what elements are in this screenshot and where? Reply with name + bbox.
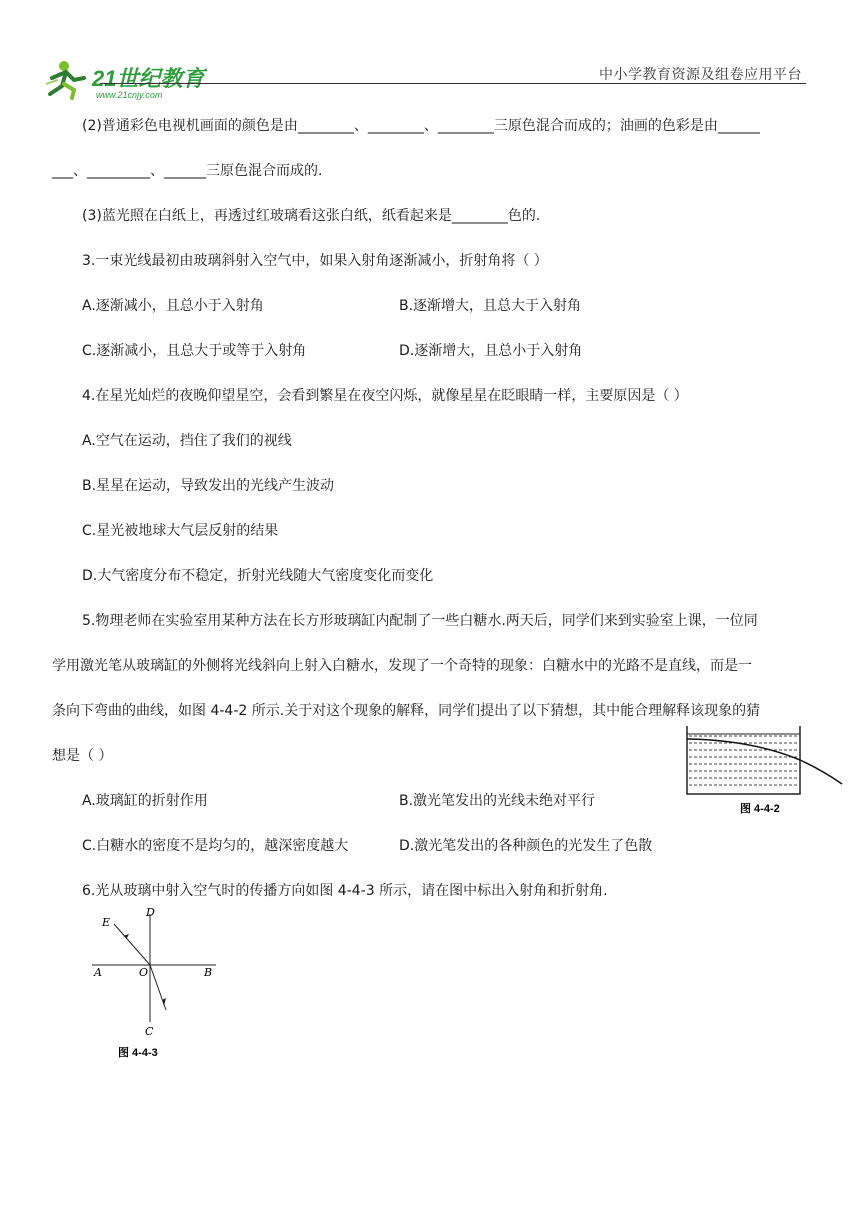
q4-option-c: C.星光被地球大气层反射的结果	[82, 523, 279, 539]
figure-4-4-2	[682, 722, 846, 818]
platform-name: 中小学教育资源及组卷应用平台	[599, 67, 802, 83]
label-a: A	[94, 966, 102, 979]
q5-stem-line2: 学用激光笔从玻璃缸的外侧将光线斜向上射入白糖水，发现了一个奇特的现象：白糖水中的光路不是直线，而是一	[52, 658, 752, 674]
label-o: O	[139, 966, 149, 979]
figure-4-4-2-caption: 图 4-4-2	[740, 803, 780, 815]
label-d: D	[146, 906, 155, 919]
logo-url: www.21cnjy.com	[96, 90, 163, 100]
q3-option-a: A.逐渐减小，且总小于入射角	[82, 298, 264, 314]
page-header	[0, 0, 860, 110]
label-b: B	[204, 966, 213, 979]
runner-icon	[46, 61, 84, 98]
figure-4-4-3	[88, 906, 218, 1062]
logo-text: 21世纪教育	[92, 66, 205, 91]
q3-option-c: C.逐渐减小，且总大于或等于入射角	[82, 343, 307, 359]
q2-part2-line1: (2)普通彩色电视机画面的颜色是由________、________、________三原色混合而成的；油画的色彩是由______	[82, 118, 760, 134]
q2-part3: (3)蓝光照在白纸上，再透过红玻璃看这张白纸，纸看起来是________色的.	[82, 208, 541, 224]
q5-option-a: A.玻璃缸的折射作用	[82, 793, 208, 809]
q4-option-a: A.空气在运动，挡住了我们的视线	[82, 433, 292, 449]
incident-ray-eo	[114, 924, 150, 965]
label-c: C	[145, 1025, 154, 1038]
logo-21cnjy	[44, 56, 214, 102]
q5-option-c: C.白糖水的密度不是均匀的，越深密度越大	[82, 838, 349, 854]
q4-option-d: D.大气密度分布不稳定，折射光线随大气密度变化而变化	[82, 568, 434, 584]
q5-stem-line4: 想是（ ）	[52, 748, 113, 764]
q2-part2-line2: ___、_________、______三原色混合而成的.	[52, 163, 323, 179]
q5-option-d: D.激光笔发出的各种颜色的光发生了色散	[399, 838, 653, 854]
q4-option-b: B.星星在运动，导致发出的光线产生波动	[82, 478, 335, 494]
label-e: E	[102, 916, 111, 929]
figure-4-4-3-caption: 图 4-4-3	[118, 1047, 158, 1059]
q5-stem-line1: 5.物理老师在实验室用某种方法在长方形玻璃缸内配制了一些白糖水.两天后，同学们来到实验室上课，一位同	[82, 613, 758, 629]
tank-outline	[687, 726, 800, 794]
q4-stem: 4.在星光灿烂的夜晚仰望星空，会看到繁星在夜空闪烁，就像星星在眨眼睛一样，主要原因是（ ）	[82, 388, 688, 404]
q5-stem-line3: 条向下弯曲的曲线，如图 4-4-2 所示.关于对这个现象的解释，同学们提出了以下猜想，其中能合理解释该现象的猜	[52, 703, 761, 719]
q3-option-d: D.逐渐增大，且总小于入射角	[399, 343, 583, 359]
laser-curve	[687, 739, 842, 784]
q5-option-b: B.激光笔发出的光线未绝对平行	[399, 793, 596, 809]
q6-stem: 6.光从玻璃中射入空气时的传播方向如图 4-4-3 所示，请在图中标出入射角和折射角.	[82, 883, 608, 899]
q3-stem: 3.一束光线最初由玻璃斜射入空气中，如果入射角逐渐减小，折射角将（ ）	[82, 253, 548, 269]
q3-option-b: B.逐渐增大，且总大于入射角	[399, 298, 582, 314]
